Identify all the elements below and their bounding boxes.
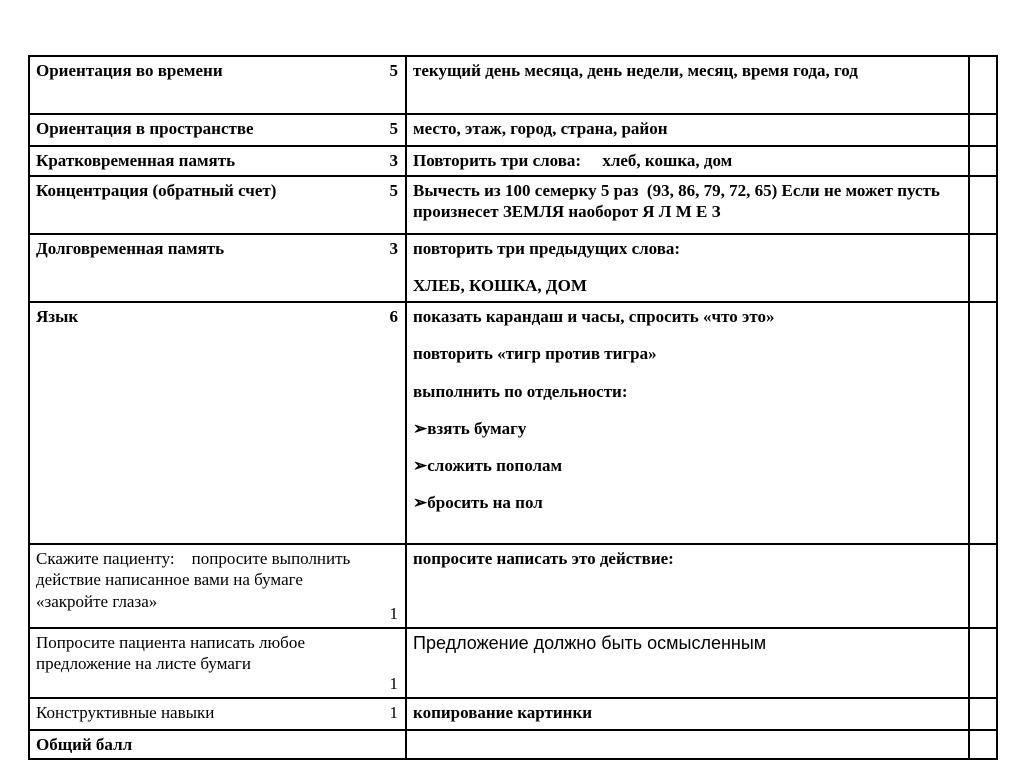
instruction-cell [406,234,969,302]
instruction-text: копирование картинки [413,703,593,722]
instruction-text: ХЛЕБ, КОШКА, ДОМ [413,276,587,296]
task-label: Долговременная память [36,239,225,258]
task-cell [29,698,406,730]
instruction-text: выполнить по отдельности: [413,381,628,401]
task-label: Ориентация во времени [36,61,223,80]
task-cell [29,628,406,698]
task-label: Попросите пациента написать любое предложение на листе бумаги [36,633,310,674]
max-score: 5 [389,119,398,138]
instruction-paragraph [413,381,962,402]
result-cell [969,56,997,114]
task-cell [29,114,406,146]
result-cell [969,234,997,302]
instruction-text: ➢взять бумагу [413,418,527,438]
result-cell [969,730,997,759]
instruction-cell [406,176,969,234]
task-label: Язык [36,307,79,326]
instruction-paragraph [413,632,962,655]
task-cell [29,730,406,759]
result-cell [969,146,997,176]
instruction-paragraph [413,118,962,139]
instruction-paragraph [413,702,962,723]
table-row [29,730,997,759]
table-row [29,302,997,544]
instruction-text: попросите написать это действие: [413,549,674,568]
instruction-paragraph [413,492,962,513]
max-score: 5 [389,181,398,200]
task-cell [29,146,406,176]
result-cell [969,302,997,544]
max-score: 3 [389,239,398,258]
instruction-paragraph [413,180,962,223]
instruction-text: , спросить «что это» [620,307,775,326]
result-cell [969,628,997,698]
instruction-cell [406,114,969,146]
task-cell [29,56,406,114]
table-row [29,56,997,114]
result-cell [969,698,997,730]
table-row [29,628,997,698]
max-score: 1 [389,703,398,722]
instruction-paragraph [413,343,962,364]
max-score: 1 [389,603,398,623]
instruction-cell [406,628,969,698]
task-label: Конструктивные навыки [36,703,215,722]
table-row [29,544,997,628]
instruction-text: ➢сложить пополам [413,456,563,475]
instruction-cell [406,730,969,759]
instruction-text: карандаш и часы [485,307,621,326]
instruction-text: место, этаж, город, страна, район [413,119,668,138]
instruction-cell [406,302,969,544]
task-cell [29,544,406,628]
max-score: 3 [389,151,398,170]
max-score: 5 [389,61,398,80]
result-cell [969,114,997,146]
instruction-text: текущий день месяца, день недели, месяц, время года, год [413,61,858,80]
instruction-text: Повторить три слова: хлеб, кошка, дом [413,151,733,170]
mmse-table [28,55,998,760]
table-row [29,234,997,302]
instruction-text: повторить «тигр против тигра» [413,344,657,364]
instruction-cell [406,56,969,114]
instruction-paragraph [413,455,962,476]
table-row [29,114,997,146]
instruction-paragraph [413,418,962,439]
max-score: 6 [389,307,398,326]
instruction-text: Предложение должно быть осмысленным [413,633,767,653]
instruction-cell [406,146,969,176]
instruction-text: повторить три предыдущих слова: [413,239,681,258]
task-label: Концентрация (обратный счет) [36,181,277,200]
instruction-text: показать [413,307,486,326]
result-cell [969,176,997,234]
instruction-paragraph [413,60,962,81]
result-cell [969,544,997,628]
table-row [29,146,997,176]
task-cell [29,302,406,544]
instruction-paragraph [413,548,962,569]
max-score: 1 [389,673,398,693]
instruction-cell [406,698,969,730]
mmse-table-body [29,56,997,759]
instruction-text: Вычесть из 100 семерку 5 раз (93, 86, 79, 72, 65) Если не может пусть произнесет ЗЕМЛЯ наоборот Я Л М Е З [413,181,945,222]
instruction-paragraph [413,238,962,259]
instruction-paragraph [413,275,962,296]
instruction-text: ➢бросить на пол [413,493,543,513]
task-cell [29,234,406,302]
task-cell [29,176,406,234]
instruction-paragraph [413,306,962,327]
instruction-paragraph [413,150,962,171]
task-label: Общий балл [36,735,133,754]
instruction-cell [406,544,969,628]
task-label: Скажите пациенту: попросите выполнить действие написанное вами на бумаге «закройте глаза» [36,549,355,611]
table-row [29,698,997,730]
table-row [29,176,997,234]
task-label: Ориентация в пространстве [36,119,254,138]
task-label: Кратковременная память [36,151,236,170]
